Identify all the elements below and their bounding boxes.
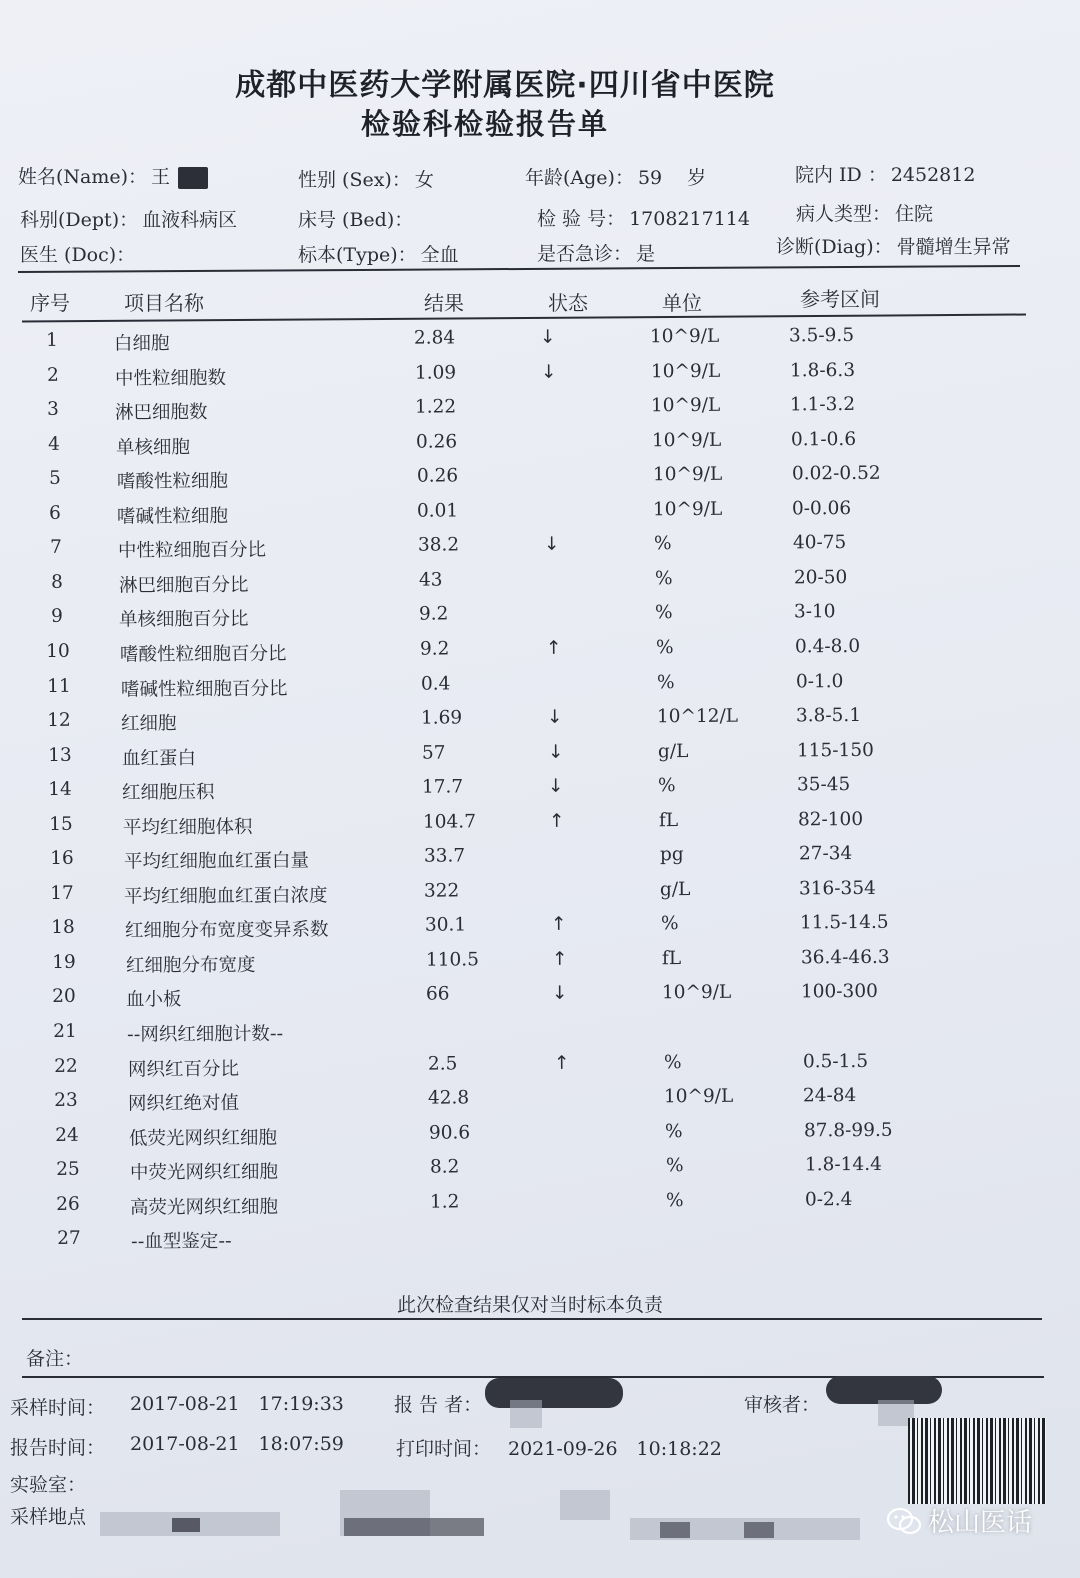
age-label: 年龄(Age)： (525, 167, 634, 189)
cell-name: 红细胞分布宽度变异系数 (124, 919, 329, 942)
location-blot-3 (660, 1522, 690, 1538)
cell-index: 11 (46, 675, 71, 697)
cell-index: 4 (47, 433, 60, 455)
table-row (48, 1153, 1008, 1189)
sex-label: 性别 (Sex)： (298, 169, 411, 191)
cell-unit: fL (658, 809, 679, 831)
sex-value: 女 (414, 169, 434, 191)
urgent-label: 是否急诊： (537, 243, 633, 265)
cell-reference: 0.4-8.0 (794, 635, 860, 658)
cell-status: ↓ (547, 706, 563, 728)
cell-index: 9 (51, 606, 64, 628)
cell-unit: 10^9/L (650, 360, 721, 382)
lab-label: 实验室： (10, 1474, 87, 1496)
cell-name: 中荧光网织红细胞 (129, 1161, 278, 1184)
hospital-id-field (795, 160, 975, 187)
cell-reference: 1.1-3.2 (790, 394, 856, 416)
cell-reference: 0.02-0.52 (791, 463, 881, 485)
cell-reference: 100-300 (801, 981, 879, 1003)
cell-index: 8 (50, 571, 63, 593)
cell-reference: 35-45 (797, 774, 851, 796)
report-time-value: 2017-08-21 18:07:59 (130, 1433, 344, 1455)
cell-status: ↓ (547, 741, 564, 763)
cell-reference: 3.5-9.5 (788, 324, 855, 347)
cell-index: 20 (52, 986, 77, 1008)
cell-name: 血小板 (126, 989, 182, 1011)
cell-reference: 115-150 (796, 739, 874, 761)
cell-unit: % (660, 913, 679, 935)
cell-reference: 82-100 (797, 808, 864, 831)
cell-unit: pg (659, 844, 684, 866)
table-row (37, 601, 997, 637)
test-number-value: 1708217114 (629, 208, 750, 230)
cell-name: 红细胞 (121, 713, 177, 735)
cell-index: 21 (53, 1020, 77, 1042)
cell-name: 高荧光网织红细胞 (130, 1196, 279, 1219)
location-blur-3 (560, 1490, 610, 1520)
cell-index: 2 (46, 364, 59, 386)
diagnosis-field (776, 232, 1011, 259)
disclaimer: 此次检查结果仅对当时标本负责 (396, 1294, 663, 1316)
cell-unit: 10^9/L (664, 1085, 734, 1108)
cell-index: 18 (51, 917, 75, 939)
table-row (41, 808, 1001, 844)
sample-time-value: 2017-08-21 17:19:33 (130, 1393, 344, 1415)
footer-divider-top (22, 1318, 1042, 1320)
cell-index: 6 (49, 502, 62, 524)
dept-value: 血液科病区 (142, 209, 238, 231)
cell-name: 血红蛋白 (121, 747, 196, 770)
cell-result: 9.2 (419, 603, 449, 626)
cell-index: 24 (55, 1124, 79, 1146)
table-row (48, 1188, 1008, 1224)
col-header-result: 结果 (424, 291, 464, 315)
reporter-redaction (485, 1378, 623, 1408)
cell-index: 16 (49, 848, 74, 870)
hospital-id-label: 院内 ID ： (795, 164, 887, 186)
cell-unit: 10^9/L (653, 498, 723, 520)
cell-unit: 10^9/L (651, 394, 721, 417)
hospital-id-value: 2452812 (890, 164, 976, 186)
sample-time-label: 采样时间： (10, 1397, 106, 1419)
header-divider (18, 265, 1020, 273)
cell-reference: 1.8-6.3 (789, 359, 855, 381)
name-redaction (178, 167, 208, 189)
cell-result: 30.1 (424, 914, 467, 937)
cell-result: 8.2 (429, 1156, 460, 1178)
sample-type-field (298, 240, 459, 267)
cell-reference: 20-50 (793, 566, 847, 589)
location-blot-2 (344, 1518, 484, 1536)
cell-reference: 11.5-14.5 (799, 912, 889, 934)
test-number-field (537, 204, 750, 231)
cell-name: 嗜酸性粒细胞百分比 (119, 643, 287, 666)
sample-type-label: 标本(Type)： (298, 244, 417, 266)
cell-unit: % (658, 775, 677, 797)
diagnosis-value: 骨髓增生异常 (896, 236, 1011, 258)
cell-result: 1.22 (415, 396, 457, 418)
table-row (46, 1050, 1006, 1086)
bed-field (298, 205, 417, 232)
cell-status: ↓ (543, 534, 560, 556)
cell-index: 3 (47, 398, 60, 421)
cell-result: 43 (418, 569, 443, 591)
cell-result: 0.4 (420, 672, 450, 695)
cell-unit: % (655, 637, 674, 659)
cell-unit: 10^12/L (657, 705, 739, 728)
cell-unit: % (655, 602, 673, 624)
table-row (33, 359, 993, 395)
cell-unit: 10^9/L (652, 463, 722, 486)
cell-reference: 316-354 (799, 877, 877, 900)
cell-result: 2.84 (413, 327, 456, 349)
cell-name: 嗜碱性粒细胞百分比 (120, 677, 288, 700)
table-row (43, 911, 1003, 947)
cell-result: 9.2 (419, 638, 450, 660)
cell-unit: % (653, 533, 672, 555)
cell-unit: % (654, 567, 673, 590)
cell-result: 57 (421, 742, 446, 764)
table-row (46, 1084, 1006, 1120)
table-row (34, 428, 994, 464)
table-row (42, 842, 1002, 878)
table-row (32, 324, 992, 360)
cell-status: ↓ (548, 775, 564, 798)
patient-type-label: 病人类型： (796, 203, 892, 225)
age-field (525, 163, 706, 190)
cell-result: 1.69 (421, 707, 463, 729)
patient-type-field (796, 199, 933, 226)
cell-reference: 3.8-5.1 (796, 705, 862, 727)
cell-index: 7 (49, 537, 62, 559)
cell-result: 322 (424, 880, 460, 902)
col-header-unit: 单位 (662, 291, 702, 315)
cell-name: 红细胞压积 (122, 782, 216, 804)
cell-name: 单核细胞 (115, 436, 191, 459)
cell-name: 网织红绝对值 (128, 1092, 240, 1115)
cell-index: 27 (57, 1228, 81, 1250)
cell-name: --网织红细胞计数-- (126, 1023, 284, 1046)
barcode (908, 1418, 1046, 1504)
cell-reference: 0-0.06 (792, 497, 852, 520)
table-row (44, 946, 1004, 982)
cell-status: ↑ (548, 810, 565, 832)
cell-result: 0.26 (415, 431, 458, 453)
cell-unit: 10^9/L (649, 325, 720, 348)
cell-name: 平均红细胞血红蛋白浓度 (124, 885, 328, 908)
table-row (36, 531, 996, 567)
table-row (49, 1222, 1009, 1258)
dept-label: 科别(Dept)： (20, 209, 139, 231)
cell-status: ↑ (553, 1052, 570, 1074)
cell-name: 低荧光网织红细胞 (128, 1127, 278, 1150)
cell-result: 17.7 (422, 776, 464, 798)
cell-reference: 0-1.0 (795, 670, 843, 692)
cell-unit: 10^9/L (651, 429, 722, 451)
cell-reference: 27-34 (798, 843, 853, 865)
print-time-label: 打印时间： (396, 1438, 492, 1460)
cell-name: 淋巴细胞百分比 (118, 574, 249, 597)
table-row (40, 739, 1000, 775)
wechat-icon (886, 1507, 922, 1537)
cell-result: 1.2 (430, 1191, 460, 1213)
cell-index: 14 (48, 778, 73, 801)
sample-location-label: 采样地点 (10, 1506, 87, 1528)
bed-label: 床号 (Bed)： (298, 209, 414, 231)
cell-result: 104.7 (422, 811, 477, 833)
cell-name: 红细胞分布宽度 (125, 954, 256, 977)
age-value: 59 岁 (637, 167, 707, 189)
cell-index: 23 (54, 1089, 79, 1112)
report-time-label: 报告时间： (10, 1437, 106, 1459)
cell-reference: 40-75 (792, 532, 847, 554)
watermark-text: 松山医话 (928, 1508, 1033, 1538)
cell-result: 110.5 (425, 949, 479, 971)
cell-unit: % (666, 1189, 684, 1211)
cell-status: ↓ (539, 326, 556, 348)
cell-result: 0.01 (417, 500, 459, 522)
cell-index: 12 (47, 709, 71, 731)
cell-unit: g/L (660, 878, 691, 901)
cell-status: ↓ (540, 361, 557, 383)
cell-index: 10 (45, 640, 70, 662)
table-row (45, 1015, 1005, 1051)
patient-name-field (18, 162, 208, 189)
cell-name: 淋巴细胞数 (115, 402, 208, 424)
table-row (38, 670, 998, 706)
table-row (42, 877, 1002, 913)
cell-reference: 24-84 (803, 1085, 857, 1107)
cell-name: 中性粒细胞百分比 (117, 539, 266, 562)
cell-index: 5 (48, 468, 61, 490)
cell-name: 嗜酸性粒细胞 (116, 471, 228, 493)
cell-index: 15 (49, 813, 73, 835)
sample-type-value: 全血 (420, 244, 459, 266)
diagnosis-label: 诊断(Diag)： (776, 236, 893, 258)
cell-result: 90.6 (428, 1122, 471, 1144)
cell-index: 19 (51, 951, 76, 973)
print-time-value: 2021-09-26 10:18:22 (508, 1438, 722, 1460)
location-blot-1 (172, 1518, 200, 1532)
urgent-field (537, 239, 655, 266)
dept-field (20, 205, 237, 232)
cell-index: 1 (46, 329, 58, 351)
cell-result: 38.2 (417, 534, 460, 556)
cell-name: 网织红百分比 (127, 1058, 239, 1081)
report-title: 检验科检验报告单 (360, 107, 609, 141)
cell-status: ↑ (551, 948, 568, 970)
cell-result: 1.09 (414, 361, 456, 384)
reporter-label: 报 告 者： (394, 1394, 483, 1416)
cell-index: 17 (50, 882, 75, 904)
doctor-label: 医生 (Doc)： (20, 244, 136, 266)
cell-unit: 10^9/L (662, 982, 732, 1004)
col-header-reference: 参考区间 (800, 287, 880, 311)
test-number-label: 检 验 号： (537, 208, 626, 230)
cell-name: 白细胞 (113, 333, 170, 355)
cell-index: 26 (56, 1193, 81, 1215)
name-value: 王 (151, 166, 171, 188)
table-row (39, 704, 999, 740)
table-row (47, 1119, 1007, 1155)
cell-result: 33.7 (423, 845, 465, 867)
location-blot-4 (744, 1522, 774, 1538)
cell-name: 平均红细胞血红蛋白量 (123, 850, 309, 873)
table-row (35, 462, 995, 498)
cell-reference: 0-2.4 (805, 1188, 853, 1211)
table-row (40, 773, 1000, 809)
cell-unit: fL (661, 947, 681, 970)
cell-status: ↑ (545, 637, 562, 659)
cell-reference: 3-10 (794, 601, 836, 623)
table-row (35, 497, 995, 533)
cell-index: 25 (55, 1158, 80, 1181)
cell-unit: % (664, 1120, 683, 1142)
cell-unit: % (665, 1155, 684, 1177)
reviewer-label: 审核者： (744, 1394, 821, 1416)
cell-index: 13 (47, 744, 72, 766)
col-header-name: 项目名称 (124, 291, 204, 315)
cell-result: 66 (426, 983, 450, 1006)
cell-name: 嗜碱性粒细胞 (117, 505, 229, 528)
col-header-status: 状态 (548, 291, 588, 315)
cell-reference: 0.1-0.6 (790, 428, 857, 451)
cell-unit: g/L (657, 740, 689, 762)
cell-reference: 0.5-1.5 (802, 1050, 868, 1072)
cell-reference: 1.8-14.4 (804, 1154, 882, 1176)
cell-reference: 87.8-99.5 (803, 1119, 893, 1142)
col-header-index: 序号 (30, 291, 70, 315)
patient-type-value: 住院 (895, 203, 934, 225)
doctor-field (20, 240, 135, 267)
reporter-blur (510, 1400, 542, 1428)
hospital-name: 成都中医药大学附属医院·四川省中医院 (235, 68, 775, 103)
cell-result: 2.5 (427, 1053, 458, 1075)
cell-result: 42.8 (428, 1087, 470, 1109)
sex-field (298, 165, 434, 192)
table-row (33, 393, 993, 429)
cell-name: 单核细胞百分比 (119, 609, 249, 631)
cell-name: 平均红细胞体积 (123, 816, 253, 839)
cell-reference: 36.4-46.3 (800, 946, 890, 969)
table-row (36, 566, 996, 602)
urgent-value: 是 (636, 243, 656, 265)
table-row (38, 635, 998, 671)
cell-name: 中性粒细胞数 (114, 367, 226, 390)
cell-status: ↓ (552, 983, 568, 1005)
cell-index: 22 (53, 1055, 78, 1077)
cell-result: 0.26 (416, 465, 458, 487)
name-label: 姓名(Name)： (18, 166, 148, 188)
remark-label: 备注： (26, 1348, 84, 1370)
table-row (44, 981, 1004, 1017)
cell-status: ↑ (550, 914, 567, 936)
cell-name: --血型鉴定-- (130, 1231, 232, 1253)
cell-unit: % (656, 671, 675, 693)
cell-unit: % (663, 1051, 682, 1073)
